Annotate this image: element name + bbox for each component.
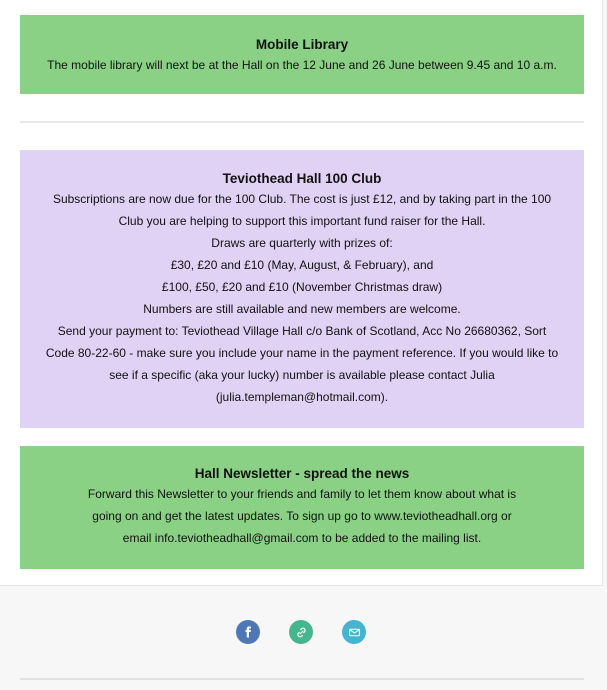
club-availability-text: Numbers are still available and new members are welcome. xyxy=(143,302,461,316)
hall-newsletter-title: Hall Newsletter - spread the news xyxy=(194,466,410,481)
mobile-library-title: Mobile Library xyxy=(255,37,349,52)
social-links xyxy=(236,620,372,646)
email-button[interactable] xyxy=(342,620,366,644)
hall-100-club-section xyxy=(20,150,584,428)
club-lucky-number-text: see if a specific (aka your lucky) number is available please contact Julia xyxy=(109,368,495,382)
club-subscription-text: Subscriptions are now due for the 100 Club. The cost is just £12, and by taking part in the 100 xyxy=(52,192,552,206)
hall-100-club-title: Teviothead Hall 100 Club xyxy=(222,171,382,186)
link-icon xyxy=(295,626,308,639)
facebook-button[interactable] xyxy=(236,620,260,644)
newsletter-signup-text: going on and get the latest updates. To sign up go to www.teviotheadhall.org or xyxy=(92,509,512,523)
club-payment-reference-text: Code 80-22-60 - make sure you include your name in the payment reference. If you would like to xyxy=(45,346,559,360)
club-contact-email: (julia.templeman@hotmail.com). xyxy=(215,390,389,404)
section-divider xyxy=(20,121,584,123)
email-icon xyxy=(348,626,361,639)
club-prizes-christmas: £100, £50, £20 and £10 (November Christmas draw) xyxy=(161,280,443,294)
mobile-library-section xyxy=(20,15,584,94)
mobile-library-text: The mobile library will next be at the Hall on the 12 June and 26 June between 9.45 and 10 a.m. xyxy=(47,58,557,72)
club-support-text: Club you are helping to support this important fund raiser for the Hall. xyxy=(118,214,486,228)
footer-divider xyxy=(20,678,584,680)
newsletter-forward-text: Forward this Newsletter to your friends and family to let them know about what is xyxy=(87,487,517,501)
club-prizes-quarterly: £30, £20 and £10 (May, August, & February), and xyxy=(170,258,434,272)
link-button[interactable] xyxy=(289,620,313,644)
club-draws-heading: Draws are quarterly with prizes of: xyxy=(211,236,393,250)
club-payment-text: Send your payment to: Teviothead Village Hall c/o Bank of Scotland, Acc No 26680362, Sort xyxy=(57,324,547,338)
facebook-icon xyxy=(242,626,254,638)
hall-newsletter-section xyxy=(20,446,584,569)
newsletter-email-text: email info.teviotheadhall@gmail.com to be added to the mailing list. xyxy=(122,531,482,545)
